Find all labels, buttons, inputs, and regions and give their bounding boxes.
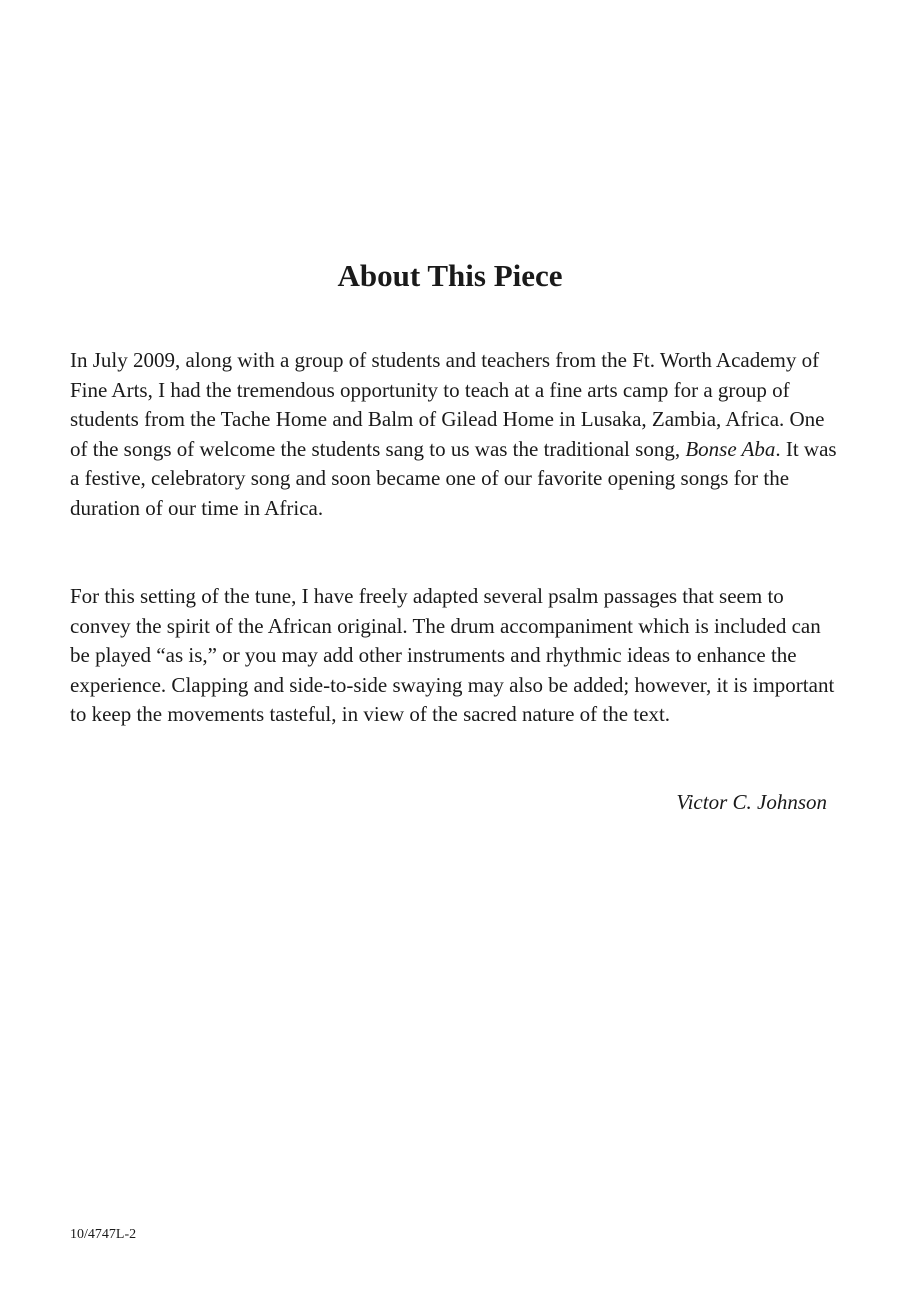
- catalog-code: 10/4747L-2: [70, 1227, 137, 1242]
- intro-text-after: . It was a festive, celebratory song and soon became one of our favorite opening songs for the duration of our time in Africa.: [70, 436, 837, 520]
- author-signature: Victor C. Johnson: [676, 790, 827, 814]
- page-title: About This Piece: [337, 258, 563, 293]
- intro-text-before: In July 2009, along with a group of students and teachers from the Ft. Worth Academy of Fine Arts, I had the tremendous opportunity to teach at a fine arts camp for a group of students from the Tache Home and Balm of Gilead Home in Lusaka, Zambia, Africa. One of the songs of welcome the students sang to us was the traditional song,: [70, 348, 825, 461]
- setting-paragraph: For this setting of the tune, I have freely adapted several psalm passages that seem to convey the spirit of the African original. The drum accompaniment which is included can be played “as is,” or you may add other instruments and rhythmic ideas to enhance the experience. Clapping and side-to-side swaying may also be added; however, it is important to keep the movements tasteful, in view of the sacred nature of the text.: [70, 584, 835, 726]
- intro-paragraph: [70, 346, 840, 523]
- song-title: Bonse Aba: [685, 436, 776, 461]
